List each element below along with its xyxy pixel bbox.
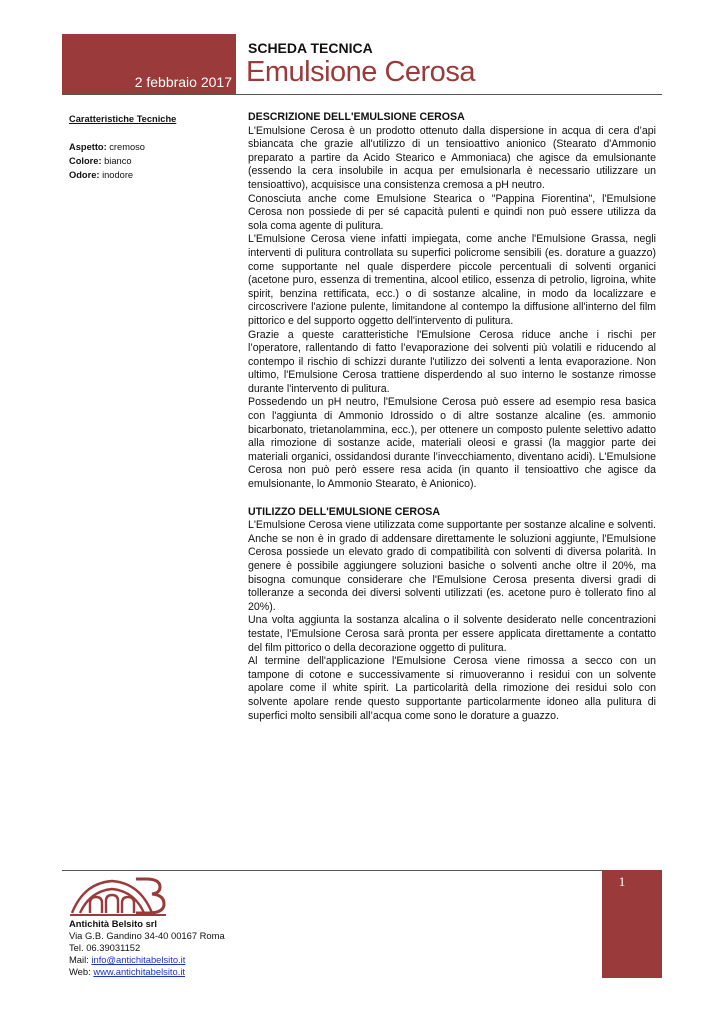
mail-link[interactable]: info@antichitabelsito.it bbox=[91, 954, 186, 965]
paragraph: Al termine dell'applicazione l'Emulsione Cerosa viene rimossa a secco con un tampone di cotone e successivamente si rimuoveranno i residui con un solvente apolare come il white spirit. La particolarità della rimozione dei residui solo con solvente apolare rende questo supportante particolarmente idoneo alla pulitura di superfici molto sensibili all’acqua come sono le dorature a guazzo. bbox=[248, 655, 656, 722]
paragraph: L'Emulsione Cerosa viene utilizzata come supportante per sostanze alcaline e solventi. Anche se non è in grado di addensare direttamente le soluzioni aggiunte, l'Emulsione Cerosa possiede un elevato grado di compatibilità con solventi di diversa polarità. In genere è possibile aggiungere soluzioni basiche o solventi anche oltre il 20%, ma bisogna comunque considerare che l'Emulsione Cerosa presenta diversi gradi di tolleranze a seconda dei diversi solventi utilizzati (es. acetone puro è tollerato fino al 20%). bbox=[248, 519, 656, 613]
section-heading: UTILIZZO DELL'EMULSIONE CEROSA bbox=[248, 505, 441, 518]
property-appearance bbox=[69, 140, 229, 154]
document-title: Emulsione Cerosa bbox=[246, 56, 475, 88]
section-description bbox=[248, 111, 656, 492]
property-odor bbox=[69, 168, 229, 182]
paragraph: Possedendo un pH neutro, l'Emulsione Cerosa può essere ad esempio resa basica con l'aggiunta di Ammonio Idrossido o di altre sostanze alcaline (es. ammonio bicarbonato, trietanolammina, ecc.), per ottenere un composto pulente selettivo adatto alla rimozione di sostanze acide, materiali oleosi e grassi (la maggior parte dei materiali organici, ossidandosi durante l’invecchiamento, diventano acidi). L'Emulsione Cerosa non può però essere resa acida (in quanto il tensioattivo che agisce da emulsionante, lo Ammonio Stearato, è Anionico). bbox=[248, 396, 656, 491]
paragraph: Una volta aggiunta la sostanza alcalina o il solvente desiderato nelle concentrazioni testate, l'Emulsione Cerosa sarà pronta per essere applicata direttamente a contatto del film pittorico o della decorazione oggetto di pulitura. bbox=[248, 614, 656, 654]
document-date: 2 febbraio 2017 bbox=[134, 74, 232, 90]
main-content bbox=[248, 111, 656, 723]
company-address: Via G.B. Gandino 34-40 00167 Roma bbox=[69, 930, 225, 941]
property-value: inodore bbox=[99, 170, 134, 180]
header-divider bbox=[62, 94, 662, 95]
paragraph: Conosciuta anche come Emulsione Stearica o "Pappina Fiorentina", l'Emulsione Cerosa non possiede di per sé capacità pulenti e quindi non può essere utilizza da sola coma agente di pulitura. bbox=[248, 192, 656, 232]
paragraph: Grazie a queste caratteristiche l'Emulsione Cerosa riduce anche i rischi per l’operatore, rallentando di fatto l’evaporazione dei solventi più volatili e riducendo al contempo il rischio di schizzi durante l'utilizzo dei solventi a lenta evaporazione. Non ultimo, l'Emulsione Cerosa trattiene disperdendo al suo interno le sostanze rimosse durante l'intervento di pulitura. bbox=[248, 328, 656, 395]
web-label: Web: bbox=[69, 966, 94, 977]
paragraph: L'Emulsione Cerosa è un prodotto ottenuto dalla dispersione in acqua di cera d’api sbiancata che grazie all'utilizzo di un tensioattivo anionico (Stearato d'Ammonio preparato a partire da Acido Stearico e Ammoniaca) che agisce da emulsionante (essendo la cera insolubile in acqua per emulsionarla è necessario utilizzare un tensioattivo), acquisisce una consistenza cremosa a pH neutro. bbox=[248, 124, 656, 191]
section-heading: DESCRIZIONE DELL'EMULSIONE CEROSA bbox=[248, 111, 465, 123]
web-link[interactable]: www.antichitabelsito.it bbox=[93, 966, 186, 977]
technical-characteristics-sidebar bbox=[69, 112, 229, 182]
company-mail-row bbox=[69, 954, 225, 966]
property-value: cremoso bbox=[106, 142, 145, 152]
document-kicker: SCHEDA TECNICA bbox=[248, 40, 373, 56]
property-color bbox=[69, 154, 229, 168]
mail-label: Mail: bbox=[69, 954, 92, 965]
property-label: Odore: bbox=[69, 170, 100, 180]
company-web-row bbox=[69, 966, 225, 978]
sidebar-heading: Caratteristiche Tecniche bbox=[69, 114, 177, 124]
property-label: Aspetto: bbox=[69, 142, 107, 152]
colosseum-ab-logo-icon bbox=[66, 873, 180, 919]
paragraph: L'Emulsione Cerosa viene infatti impiegata, come anche l'Emulsione Grassa, negli interventi di pulitura controllata su superfici policrome sensibili (es. dorature a guazzo) come supportante nel quale disperdere piccole percentuali di solventi organici (acetone puro, essenza di trementina, alcool etilico, essenza di petrolio, ligroina, white spirit, benzina rettificata, ecc.) o di sostanze alcaline, in modo da localizzare e circoscrivere l'azione pulente, limitandone al contempo la diffusione all'interno del film pittorico e del supporto oggetto dell'intervento di pulitura. bbox=[248, 233, 656, 327]
property-label: Colore: bbox=[69, 156, 102, 166]
company-contact bbox=[69, 918, 225, 978]
company-name: Antichità Belsito srl bbox=[69, 918, 158, 929]
page-number: 1 bbox=[618, 874, 626, 889]
company-phone: Tel. 06.39031152 bbox=[69, 942, 141, 953]
property-value: bianco bbox=[101, 156, 132, 166]
section-usage bbox=[248, 506, 656, 724]
footer-divider bbox=[62, 870, 602, 871]
